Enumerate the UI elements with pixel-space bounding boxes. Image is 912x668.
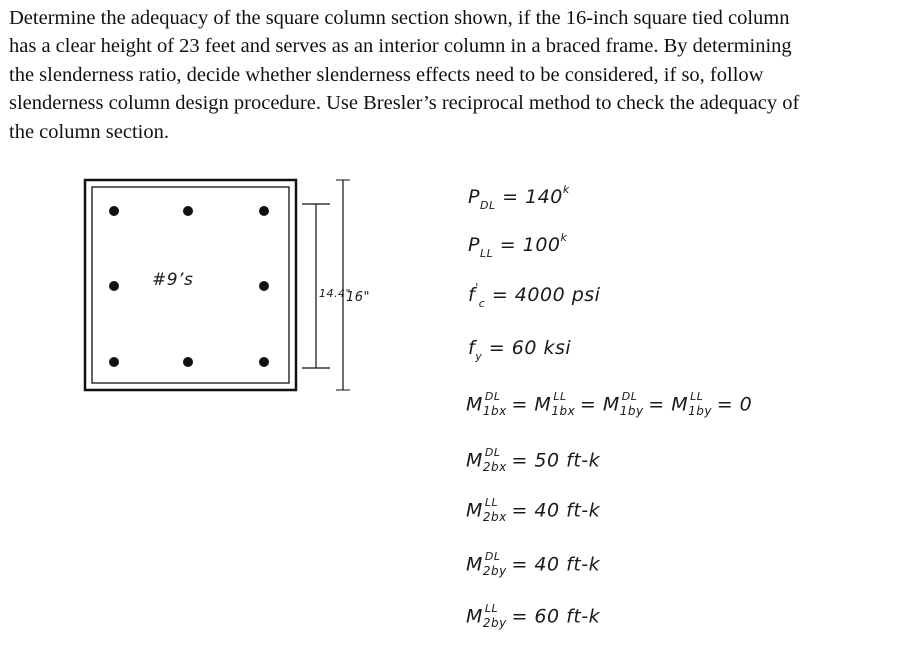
rebar xyxy=(109,357,119,367)
given-m2by-dl: M DL 2by = 40 ft-k xyxy=(466,550,601,578)
given-fy: $f_y = 60$ ksi xyxy=(468,337,572,363)
given-m2by-ll: M LL 2by = 60 ft-k xyxy=(466,602,601,630)
rebar xyxy=(109,206,119,216)
rebar xyxy=(259,281,269,291)
rebar xyxy=(259,357,269,367)
given-p-dl: $P_{DL} = 140^k$ xyxy=(468,183,570,212)
given-m2bx-ll: M LL 2bx = 40 ft-k xyxy=(466,496,601,524)
given-fc: $f'_c = 4000$ psi xyxy=(468,281,601,310)
rebar xyxy=(183,357,193,367)
problem-statement: Determine the adequacy of the square column section shown, if the 16-inch square tied column has a clear height of 23 feet and serves as an interior column in a braced frame. By determining the slenderness ratio, decide whether slenderness effects need to be considered, if so, follow slenderness column design procedure. Use Bresler’s reciprocal method to check the adequacy of the column section. xyxy=(9,7,800,143)
inner-dimension-label: 14.4" xyxy=(319,287,352,300)
given-m2bx-dl: M DL 2bx = 50 ft-k xyxy=(466,446,601,474)
rebar xyxy=(109,281,119,291)
bar-size-label: #9’s xyxy=(152,270,194,290)
given-m1-moments: M DL 1bx = M LL 1bx = M DL 1by = M LL 1by = 0 xyxy=(466,390,753,418)
given-p-ll: $P_{LL} = 100^k$ xyxy=(468,231,568,260)
rebar xyxy=(259,206,269,216)
outer-dimension-label: 16" xyxy=(346,290,371,305)
rebar xyxy=(183,206,193,216)
